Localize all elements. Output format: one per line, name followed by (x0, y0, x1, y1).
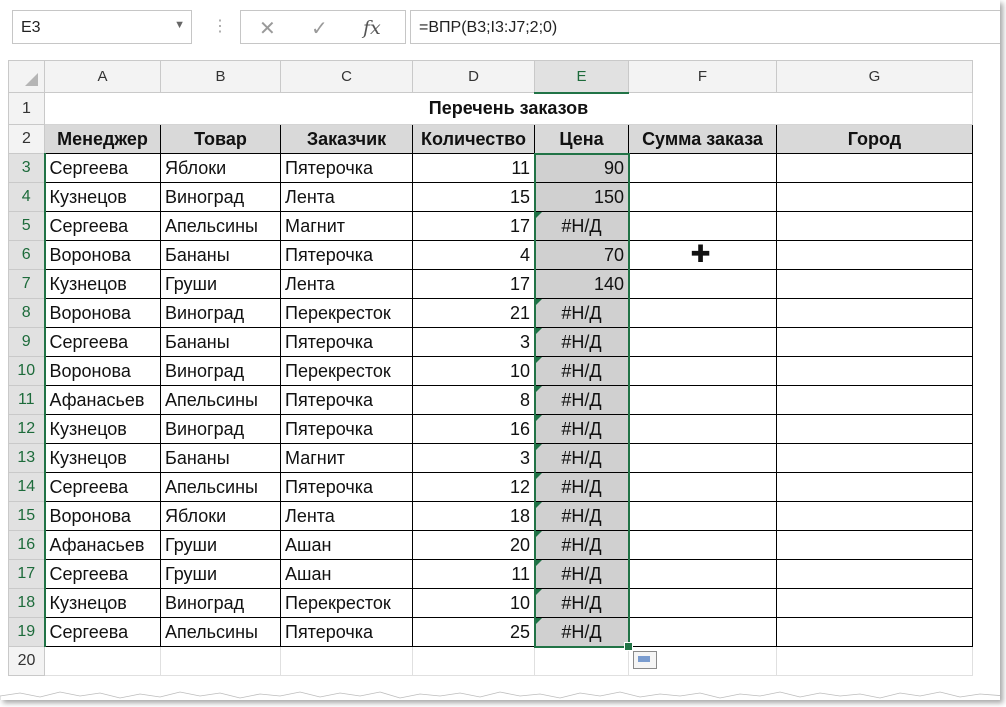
sheet-table (8, 60, 973, 676)
row-header[interactable]: 20 (9, 647, 45, 676)
table-cell[interactable]: 11 (413, 560, 535, 589)
table-cell[interactable]: 12 (413, 473, 535, 502)
table-cell[interactable]: Сергеева (45, 154, 161, 183)
table-cell[interactable]: Яблоки (161, 154, 281, 183)
row-header[interactable]: 6 (9, 241, 45, 270)
table-cell[interactable]: Воронова (45, 357, 161, 386)
table-row (9, 502, 973, 531)
order-sum-cell[interactable] (629, 299, 777, 328)
order-sum-cell[interactable] (629, 444, 777, 473)
price-cell[interactable]: #Н/Д (535, 560, 629, 589)
price-cell[interactable]: #Н/Д (535, 444, 629, 473)
header-cell[interactable]: Город (777, 125, 973, 154)
table-cell[interactable]: 3 (413, 328, 535, 357)
table-cell[interactable]: Груши (161, 560, 281, 589)
sheet-title[interactable]: Перечень заказов (45, 93, 973, 125)
header-cell[interactable]: Количество (413, 125, 535, 154)
table-cell[interactable]: 21 (413, 299, 535, 328)
table-cell[interactable]: Пятерочка (281, 154, 413, 183)
header-cell[interactable]: Менеджер (45, 125, 161, 154)
table-cell[interactable]: 20 (413, 531, 535, 560)
cancel-icon[interactable]: ✕ (259, 18, 276, 40)
row-header[interactable]: 19 (9, 618, 45, 647)
row-header[interactable]: 16 (9, 531, 45, 560)
order-sum-cell[interactable] (629, 589, 777, 618)
table-cell[interactable]: Лента (281, 183, 413, 212)
empty-cell[interactable] (535, 647, 629, 676)
table-cell[interactable]: Лента (281, 502, 413, 531)
price-cell[interactable]: 70 (535, 241, 629, 270)
table-cell[interactable]: Магнит (281, 212, 413, 241)
table-row (9, 415, 973, 444)
table-row (9, 241, 973, 270)
row-header[interactable]: 8 (9, 299, 45, 328)
torn-edge (0, 690, 1000, 700)
order-sum-cell[interactable] (629, 212, 777, 241)
table-cell[interactable]: Перекресток (281, 589, 413, 618)
table-cell[interactable]: Апельсины (161, 618, 281, 647)
city-cell[interactable] (777, 415, 973, 444)
row-header[interactable]: 9 (9, 328, 45, 357)
row-header[interactable]: 10 (9, 357, 45, 386)
price-cell[interactable]: #Н/Д (535, 502, 629, 531)
table-cell[interactable]: Кузнецов (45, 589, 161, 618)
table-cell[interactable]: 18 (413, 502, 535, 531)
table-cell[interactable]: 17 (413, 270, 535, 299)
order-sum-cell[interactable] (629, 502, 777, 531)
table-cell[interactable]: Кузнецов (45, 444, 161, 473)
table-row (9, 183, 973, 212)
table-row (9, 299, 973, 328)
table-cell[interactable]: Перекресток (281, 357, 413, 386)
price-cell[interactable]: #Н/Д (535, 212, 629, 241)
empty-cell[interactable] (281, 647, 413, 676)
price-cell[interactable]: #Н/Д (535, 618, 629, 647)
chevron-down-icon[interactable]: ▼ (174, 19, 185, 31)
table-header-row (9, 125, 973, 154)
price-cell[interactable]: #Н/Д (535, 415, 629, 444)
table-cell[interactable]: Виноград (161, 183, 281, 212)
table-cell[interactable]: Сергеева (45, 618, 161, 647)
table-cell[interactable]: Кузнецов (45, 183, 161, 212)
table-cell[interactable]: Виноград (161, 299, 281, 328)
city-cell[interactable] (777, 386, 973, 415)
city-cell[interactable] (777, 618, 973, 647)
city-cell[interactable] (777, 154, 973, 183)
row-header[interactable]: 3 (9, 154, 45, 183)
table-row (9, 444, 973, 473)
order-sum-cell[interactable] (629, 154, 777, 183)
table-cell[interactable]: Пятерочка (281, 328, 413, 357)
name-box[interactable] (12, 10, 192, 44)
table-cell[interactable]: 8 (413, 386, 535, 415)
city-cell[interactable] (777, 502, 973, 531)
price-cell[interactable]: #Н/Д (535, 299, 629, 328)
order-sum-cell[interactable] (629, 415, 777, 444)
price-cell[interactable]: #Н/Д (535, 357, 629, 386)
price-cell[interactable]: 150 (535, 183, 629, 212)
table-row (9, 531, 973, 560)
table-cell[interactable]: Кузнецов (45, 415, 161, 444)
table-cell[interactable]: Перекресток (281, 299, 413, 328)
table-cell[interactable]: Сергеева (45, 212, 161, 241)
cell-cursor-icon: ✚ (690, 240, 711, 268)
table-cell[interactable]: 4 (413, 241, 535, 270)
table-cell[interactable]: 10 (413, 589, 535, 618)
column-header-b[interactable]: B (161, 61, 281, 93)
table-cell[interactable]: Груши (161, 531, 281, 560)
table-cell[interactable]: Виноград (161, 589, 281, 618)
table-cell[interactable]: Бананы (161, 444, 281, 473)
row-header[interactable]: 11 (9, 386, 45, 415)
formula-input[interactable] (410, 10, 1000, 44)
table-cell[interactable]: Пятерочка (281, 415, 413, 444)
row-header[interactable]: 14 (9, 473, 45, 502)
table-cell[interactable]: Магнит (281, 444, 413, 473)
price-cell[interactable]: 140 (535, 270, 629, 299)
spreadsheet-grid (0, 60, 1000, 700)
row-header[interactable]: 18 (9, 589, 45, 618)
table-row (9, 270, 973, 299)
table-cell[interactable]: Яблоки (161, 502, 281, 531)
table-cell[interactable]: Кузнецов (45, 270, 161, 299)
row-header[interactable]: 7 (9, 270, 45, 299)
column-header-e[interactable]: E (535, 61, 629, 93)
table-cell[interactable]: Груши (161, 270, 281, 299)
table-row (9, 589, 973, 618)
order-sum-cell[interactable] (629, 183, 777, 212)
row-header[interactable]: 2 (9, 125, 45, 154)
column-header-d[interactable]: D (413, 61, 535, 93)
table-row (9, 560, 973, 589)
row-header[interactable]: 4 (9, 183, 45, 212)
row-header[interactable]: 17 (9, 560, 45, 589)
table-cell[interactable]: Сергеева (45, 560, 161, 589)
city-cell[interactable] (777, 560, 973, 589)
column-header-g[interactable]: G (777, 61, 973, 93)
city-cell[interactable] (777, 589, 973, 618)
name-box-value: E3 (21, 19, 41, 36)
table-row (9, 473, 973, 502)
city-cell[interactable] (777, 270, 973, 299)
column-header-f[interactable]: F (629, 61, 777, 93)
formula-bar (0, 0, 1000, 58)
price-cell[interactable]: 90 (535, 154, 629, 183)
table-cell[interactable]: Апельсины (161, 386, 281, 415)
formula-buttons (240, 10, 406, 44)
order-sum-cell[interactable] (629, 270, 777, 299)
header-cell[interactable]: Цена (535, 125, 629, 154)
order-sum-cell[interactable] (629, 618, 777, 647)
row-header[interactable]: 15 (9, 502, 45, 531)
table-cell[interactable]: 16 (413, 415, 535, 444)
column-header-row (9, 61, 973, 93)
table-cell[interactable]: Бананы (161, 241, 281, 270)
table-cell[interactable]: Пятерочка (281, 241, 413, 270)
row-header[interactable]: 1 (9, 93, 45, 125)
header-cell[interactable]: Сумма заказа (629, 125, 777, 154)
table-cell[interactable]: Пятерочка (281, 473, 413, 502)
city-cell[interactable] (777, 328, 973, 357)
enter-icon[interactable]: ✓ (311, 18, 328, 40)
table-row (9, 386, 973, 415)
insert-function-icon[interactable]: fx (363, 17, 381, 39)
order-sum-cell[interactable] (629, 531, 777, 560)
table-cell[interactable]: 10 (413, 357, 535, 386)
city-cell[interactable] (777, 241, 973, 270)
title-row (9, 93, 973, 125)
table-cell[interactable]: Воронова (45, 502, 161, 531)
table-cell[interactable]: 17 (413, 212, 535, 241)
order-sum-cell[interactable] (629, 386, 777, 415)
order-sum-cell[interactable] (629, 473, 777, 502)
table-cell[interactable]: Воронова (45, 299, 161, 328)
table-row (9, 357, 973, 386)
order-sum-cell[interactable] (629, 560, 777, 589)
city-cell[interactable] (777, 299, 973, 328)
empty-cell[interactable] (413, 647, 535, 676)
table-cell[interactable]: Сергеева (45, 328, 161, 357)
table-cell[interactable]: Пятерочка (281, 386, 413, 415)
empty-cell[interactable] (777, 647, 973, 676)
city-cell[interactable] (777, 473, 973, 502)
header-cell[interactable]: Заказчик (281, 125, 413, 154)
table-cell[interactable]: 11 (413, 154, 535, 183)
table-cell[interactable]: Афанасьев (45, 531, 161, 560)
city-cell[interactable] (777, 531, 973, 560)
table-cell[interactable]: Виноград (161, 357, 281, 386)
table-cell[interactable]: 3 (413, 444, 535, 473)
table-cell[interactable]: 25 (413, 618, 535, 647)
header-cell[interactable]: Товар (161, 125, 281, 154)
formula-text: =ВПР(B3;I3:J7;2;0) (419, 19, 558, 36)
row-header[interactable]: 12 (9, 415, 45, 444)
row-header[interactable]: 5 (9, 212, 45, 241)
empty-row (9, 647, 973, 676)
table-cell[interactable]: Бананы (161, 328, 281, 357)
city-cell[interactable] (777, 183, 973, 212)
table-cell[interactable]: Виноград (161, 415, 281, 444)
table-cell[interactable]: Ашан (281, 531, 413, 560)
empty-cell[interactable] (161, 647, 281, 676)
empty-cell[interactable] (45, 647, 161, 676)
table-cell[interactable]: Сергеева (45, 473, 161, 502)
city-cell[interactable] (777, 357, 973, 386)
city-cell[interactable] (777, 212, 973, 241)
table-cell[interactable]: Апельсины (161, 212, 281, 241)
price-cell[interactable]: #Н/Д (535, 473, 629, 502)
row-header[interactable]: 13 (9, 444, 45, 473)
table-cell[interactable]: 15 (413, 183, 535, 212)
select-all-corner[interactable] (9, 61, 45, 93)
price-cell[interactable]: #Н/Д (535, 531, 629, 560)
table-cell[interactable]: Пятерочка (281, 618, 413, 647)
price-cell[interactable]: #Н/Д (535, 589, 629, 618)
table-cell[interactable]: Апельсины (161, 473, 281, 502)
table-row (9, 328, 973, 357)
price-cell[interactable]: #Н/Д (535, 328, 629, 357)
city-cell[interactable] (777, 444, 973, 473)
column-header-a[interactable]: A (45, 61, 161, 93)
table-row (9, 154, 973, 183)
table-row (9, 618, 973, 647)
table-cell[interactable]: Воронова (45, 241, 161, 270)
table-cell[interactable]: Лента (281, 270, 413, 299)
drag-handle-icon[interactable]: ⋮ (212, 18, 228, 35)
table-row (9, 212, 973, 241)
order-sum-cell[interactable] (629, 357, 777, 386)
table-cell[interactable]: Ашан (281, 560, 413, 589)
paste-options-icon[interactable] (633, 651, 657, 669)
table-cell[interactable]: Афанасьев (45, 386, 161, 415)
order-sum-cell[interactable] (629, 328, 777, 357)
price-cell[interactable]: #Н/Д (535, 386, 629, 415)
column-header-c[interactable]: C (281, 61, 413, 93)
